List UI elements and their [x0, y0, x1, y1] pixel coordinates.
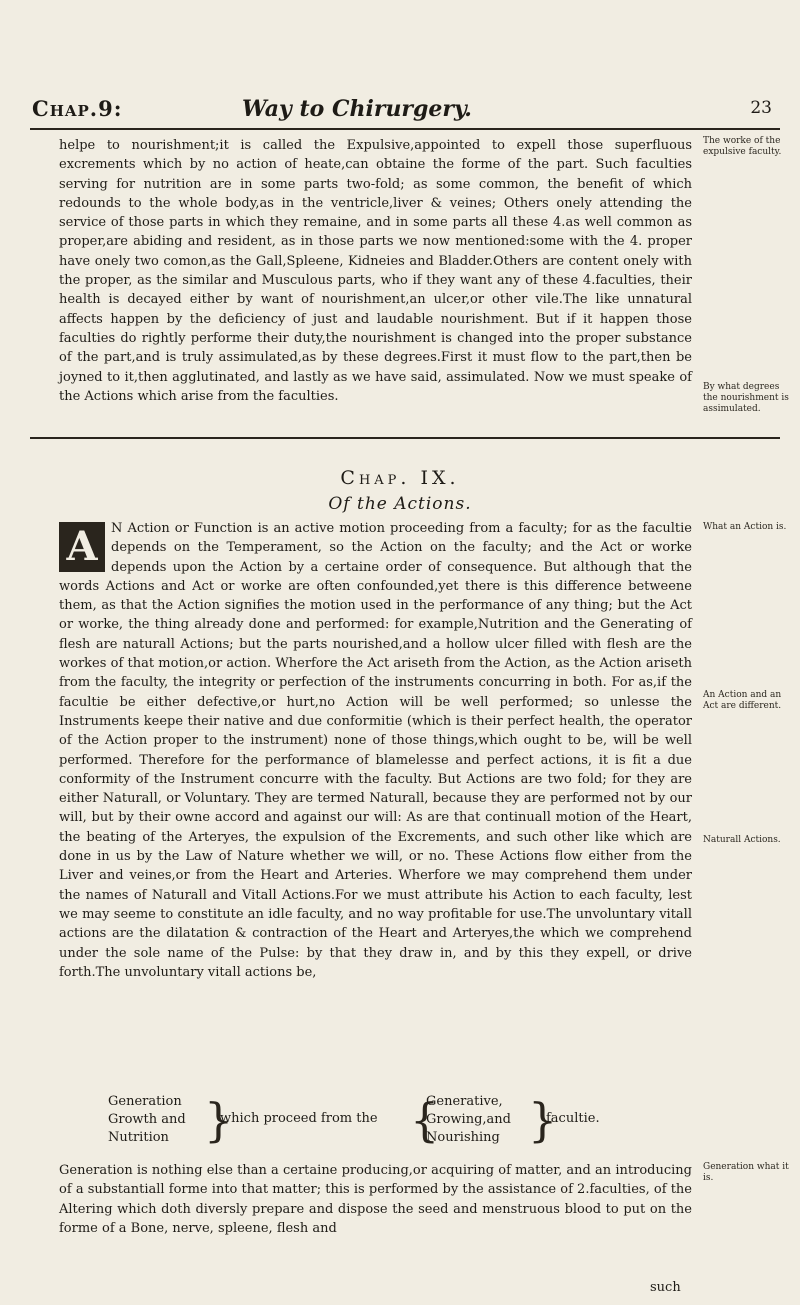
chapter-separator-rule — [30, 437, 780, 439]
paragraph-1: helpe to nourishment;it is called the Expulsive,appointed to expell those superfluous excrements which by no action of heate,can obtaine the forme of the part. Such faculties serving for nutrition are in some parts two-fold; as some common, the benefit of which redounds to the whole body,as in the ventricle,liver & veines; Others onely attending the service of those parts in which they remaine, and in some parts all these 4.as well common as proper,are abiding and resident, as in those parts we now mentioned:some with the 4. proper have onely two comon,as the Gall,Spleene, Kidneies and Bladder.Others are content onely with the proper, as the similar and Musculous parts, who if they want any of these 4.faculties, their health is decayed either by want of nourishment,an ulcer,or other vile.The like unnatural affects happen by the deficiency of just and laudable nourishment. But if it happen those faculties do rightly performe their duty,the nourishment is changed into the proper substance of the part,and is truly assimulated,as by these degrees.First it must flow to the part,then be joyned to it,then agglutinated, and lastly as we have said, assimulated. Now we must speake of the Actions which arise from the faculties. — [59, 138, 692, 404]
generation-left-item: Generation — [108, 1094, 182, 1109]
left-brace-icon: { — [410, 1093, 440, 1147]
margin-note-3: What an Action is. — [703, 522, 787, 532]
drop-capital: A — [59, 522, 105, 572]
chapter-subtitle: Of the Actions. — [328, 494, 472, 514]
generation-right-item: Nourishing — [426, 1130, 500, 1145]
margin-note-6: Generation what it is. — [703, 1162, 789, 1183]
chapter-label: Chap.9: — [32, 96, 123, 121]
generation-right-item: Generative, — [426, 1094, 503, 1109]
generation-right-column — [426, 1093, 511, 1147]
generation-bracket-table — [108, 1093, 668, 1153]
paragraph-2 — [59, 519, 692, 982]
header-rule — [30, 128, 780, 130]
margin-note-5: Naturall Actions. — [703, 835, 781, 845]
chapter-heading: Chap. IX. — [340, 467, 460, 489]
right-brace-icon: } — [204, 1093, 234, 1147]
margin-note-2: By what degrees the nourishment is assimulated. — [703, 382, 789, 414]
generation-left-item: Growth and — [108, 1112, 186, 1127]
generation-left-column — [108, 1093, 186, 1147]
page-number: 23 — [750, 98, 772, 118]
right-brace-icon: } — [528, 1093, 558, 1147]
paragraph-2-text: N Action or Function is an active motion proceeding from a faculty; for as the facultie depends on the Temperament, so the Action on the faculty; and the Act or worke depends upon the Action by a certaine order of consequence. But although that the words Actions and Act or worke are often confounded,yet there is this difference betweene them, as that the Action signifies the motion used in the performance of any thing; but the Act or worke, the thing already done and performed: for example,Nutrition and the Generating of flesh are naturall Actions; but the parts nourished,and a hollow ulcer filled with flesh are the workes of that motion,or action. Wherfore the Act ariseth from the Action, as the Action ariseth from the faculty, the integrity or perfection of the instruments concurring in both. For as,if the facultie be either defective,or hurt,no Action will be well performed; so unlesse the Instruments keepe their native and due conformitie (which is their perfect health, the operator of the Action proper to the instrument) none of those things,which ought to be, will be well performed. Therefore for the performance of blamelesse and perfect actions, it is fit a due conformity of the Instrument concurre with the faculty. But Actions are two fold; for they are either Naturall, or Voluntary. They are termed Naturall, because they are performed not by our will, but by their owne accord and against our will: As are that continuall motion of the Heart, the beating of the Arteryes, the expulsion of the Excrements, and such other like which are done in us by the Law of Nature whether we will, or no. These Actions flow either from the Liver and veines,or from the Heart and Arteries. Wherfore we may comprehend them under the names of Naturall and Vitall Actions.For we must attribute his Action to each faculty, lest we may seeme to constitute an idle faculty, and no way profitable for use.The unvoluntary vitall actions are the dilatation & contraction of the Heart and Arteryes,the which we comprehend under the sole name of the Pulse: by that they draw in, and by this they expell, or drive forth.The unvoluntary vitall actions be, — [59, 521, 692, 980]
margin-note-1: The worke of the expulsive faculty. — [703, 136, 782, 157]
paragraph-3: Generation is nothing else than a certaine producing,or acquiring of matter, and an introducing of a substantiall forme into that matter; this is performed by the assistance of 2.faculties, of the Altering which doth diversly prepare and dispose the seed and menstruous blood to put on the forme of a Bone, nerve, spleene, flesh and — [59, 1163, 692, 1236]
generation-left-item: Nutrition — [108, 1130, 169, 1145]
running-head — [30, 96, 790, 126]
generation-end-text: facultie. — [546, 1111, 600, 1126]
generation-right-item: Growing,and — [426, 1112, 511, 1127]
generation-middle-text: which proceed from the — [220, 1111, 378, 1126]
running-title: Way to Chirurgery. — [242, 96, 472, 122]
margin-note-4: An Action and an Act are different. — [703, 690, 782, 711]
catchword: such — [650, 1280, 681, 1295]
